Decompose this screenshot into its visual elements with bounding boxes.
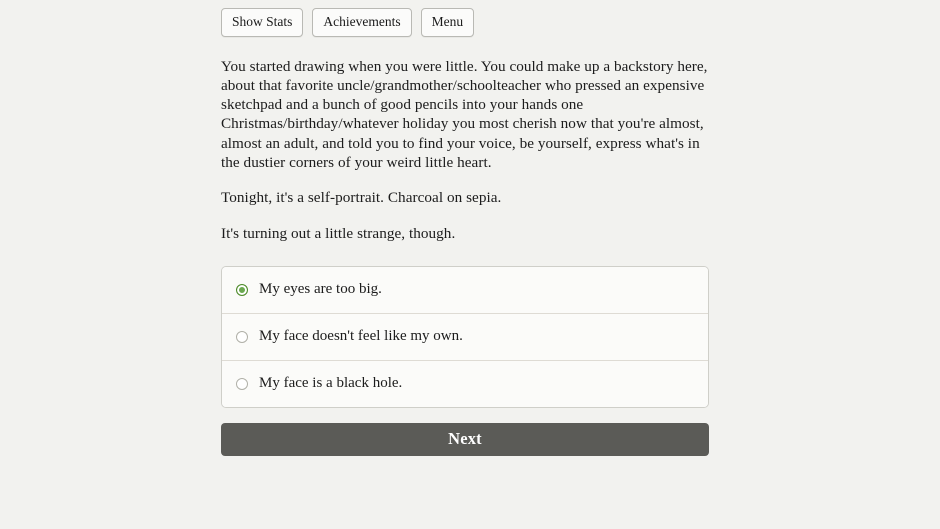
radio-icon[interactable] [236, 284, 248, 296]
story-text [221, 57, 709, 243]
next-button[interactable]: Next [221, 423, 709, 456]
radio-icon[interactable] [236, 378, 248, 390]
choice-label: My eyes are too big. [259, 281, 382, 298]
story-paragraph-1: You started drawing when you were little. You could make up a backstory here, about that favorite uncle/grandmother/schoolteacher who pressed an expensive sketchpad and a bunch of good pencils into your hands one Christmas/birthday/whatever holiday you most cherish now that you're almost, almost an adult, and told you to find your voice, be yourself, express what's in the dustier corners of your weird little heart. [221, 57, 708, 171]
choice-option-3[interactable] [222, 360, 708, 407]
menu-button[interactable]: Menu [421, 8, 475, 37]
top-button-bar [221, 0, 709, 37]
choice-label: My face doesn't feel like my own. [259, 328, 463, 345]
choice-list [221, 266, 709, 408]
choice-option-2[interactable] [222, 313, 708, 360]
content-column [221, 0, 709, 456]
radio-icon[interactable] [236, 331, 248, 343]
show-stats-button[interactable]: Show Stats [221, 8, 303, 37]
story-paragraph-2: Tonight, it's a self-portrait. Charcoal on sepia. [221, 189, 502, 207]
story-paragraph-3: It's turning out a little strange, though. [221, 224, 456, 242]
achievements-button[interactable]: Achievements [312, 8, 411, 37]
choice-option-1[interactable] [222, 267, 708, 313]
choice-label: My face is a black hole. [259, 375, 403, 392]
